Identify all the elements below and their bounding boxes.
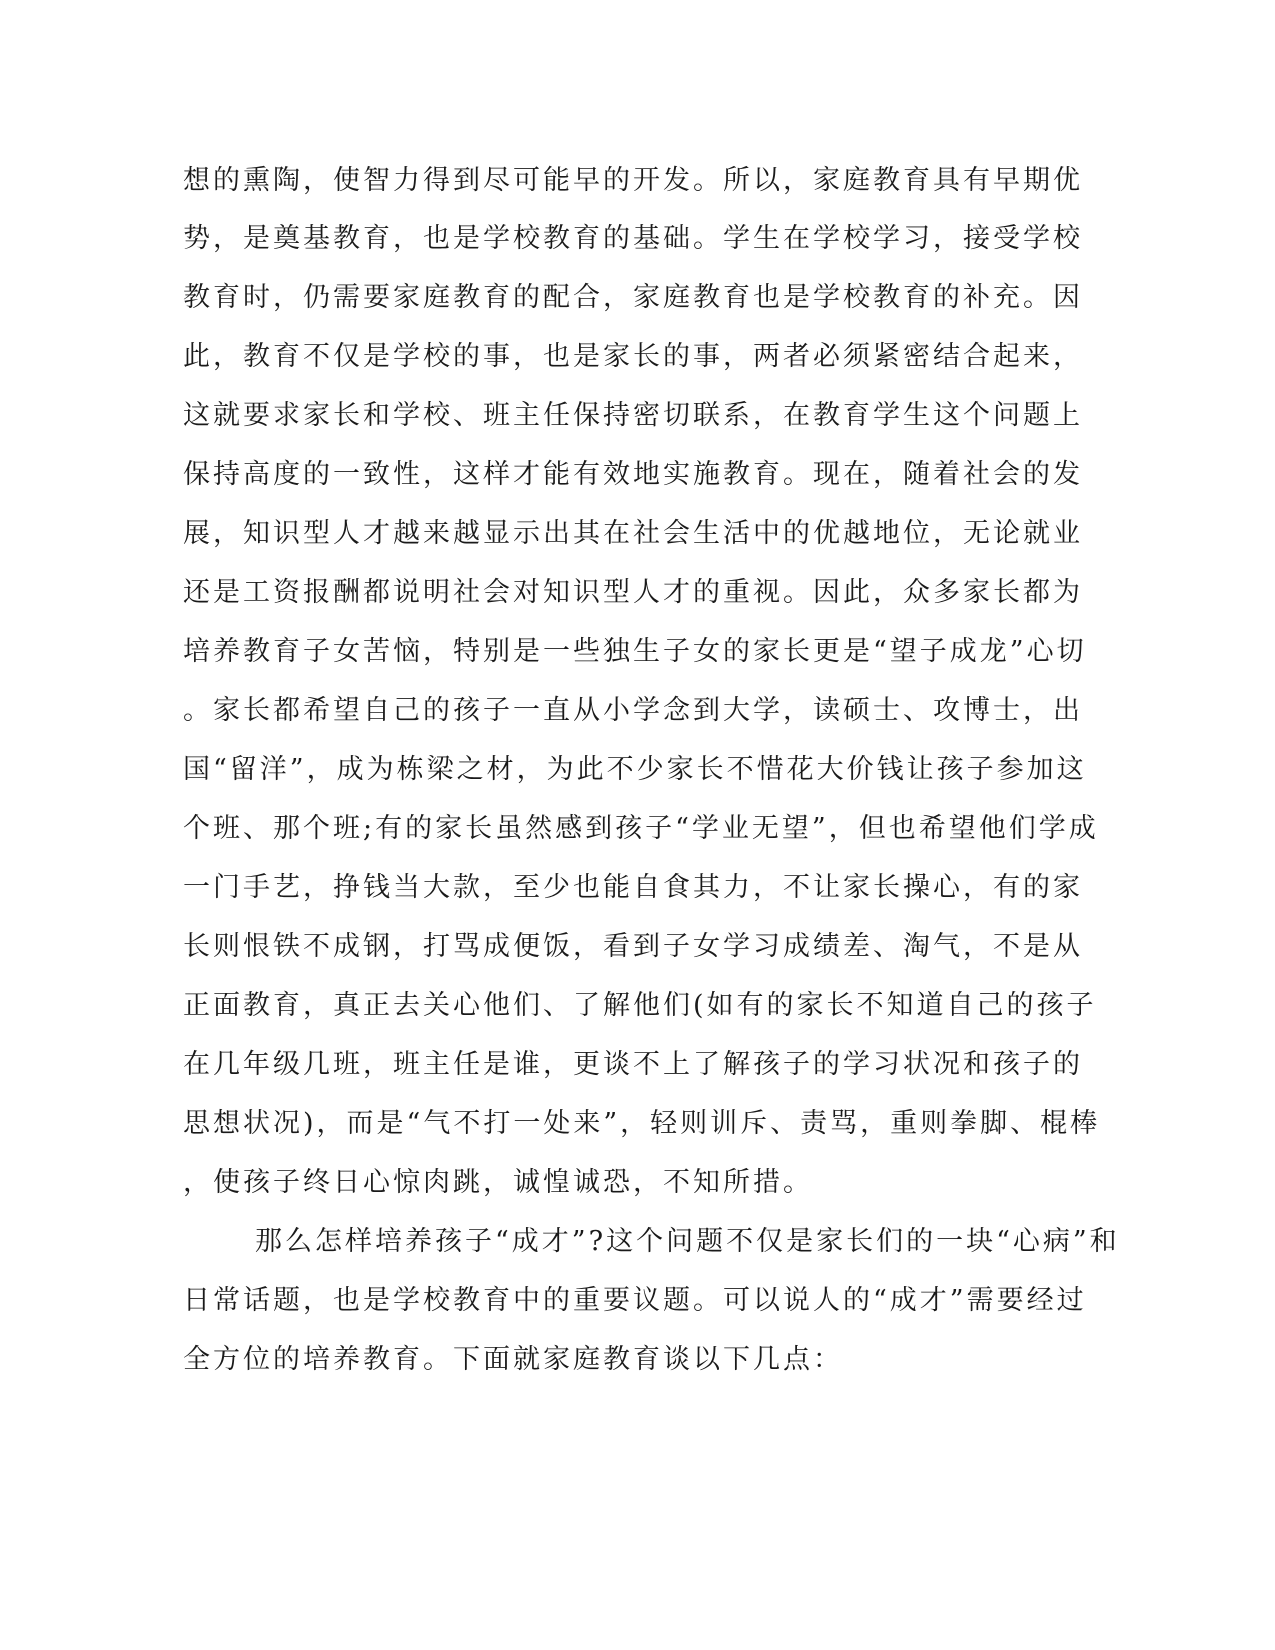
text-line: 展，知识型人才越来越显示出其在社会生活中的优越地位，无论就业 bbox=[183, 518, 1083, 549]
text-line: 思想状况)，而是“气不打一处来”，轻则训斥、责骂，重则拳脚、棍棒 bbox=[183, 1108, 1101, 1139]
text-line: 那么怎样培养孩子“成才”?这个问题不仅是家长们的一块“心病”和 bbox=[255, 1226, 1120, 1257]
text-line: 想的熏陶，使智力得到尽可能早的开发。所以，家庭教育具有早期优 bbox=[183, 165, 1083, 196]
text-line: 。家长都希望自己的孩子一直从小学念到大学，读硕士、攻博士，出 bbox=[183, 695, 1083, 726]
text-line: 这就要求家长和学校、班主任保持密切联系，在教育学生这个问题上 bbox=[183, 400, 1083, 431]
text-line: 势，是奠基教育，也是学校教育的基础。学生在学校学习，接受学校 bbox=[183, 223, 1083, 254]
text-line: 此，教育不仅是学校的事，也是家长的事，两者必须紧密结合起来， bbox=[183, 341, 1083, 372]
text-line: 在几年级几班，班主任是谁，更谈不上了解孩子的学习状况和孩子的 bbox=[183, 1049, 1083, 1080]
text-line: 还是工资报酬都说明社会对知识型人才的重视。因此，众多家长都为 bbox=[183, 577, 1083, 608]
text-line: 培养教育子女苦恼，特别是一些独生子女的家长更是“望子成龙”心切 bbox=[183, 636, 1087, 667]
text-line: 保持高度的一致性，这样才能有效地实施教育。现在，随着社会的发 bbox=[183, 459, 1083, 490]
text-line: ，使孩子终日心惊肉跳，诚惶诚恐，不知所措。 bbox=[183, 1167, 813, 1198]
text-line: 正面教育，真正去关心他们、了解他们(如有的家长不知道自己的孩子 bbox=[183, 990, 1097, 1021]
text-line: 一门手艺，挣钱当大款，至少也能自食其力，不让家长操心，有的家 bbox=[183, 872, 1083, 903]
text-line: 日常话题，也是学校教育中的重要议题。可以说人的“成才”需要经过 bbox=[183, 1285, 1087, 1316]
text-line: 全方位的培养教育。下面就家庭教育谈以下几点： bbox=[183, 1344, 843, 1375]
text-line: 长则恨铁不成钢，打骂成便饭，看到子女学习成绩差、淘气，不是从 bbox=[183, 931, 1083, 962]
text-line: 个班、那个班;有的家长虽然感到孩子“学业无望”，但也希望他们学成 bbox=[183, 813, 1099, 844]
text-line: 国“留洋”，成为栋梁之材，为此不少家长不惜花大价钱让孩子参加这 bbox=[183, 754, 1087, 785]
text-line: 教育时，仍需要家庭教育的配合，家庭教育也是学校教育的补充。因 bbox=[183, 282, 1083, 313]
